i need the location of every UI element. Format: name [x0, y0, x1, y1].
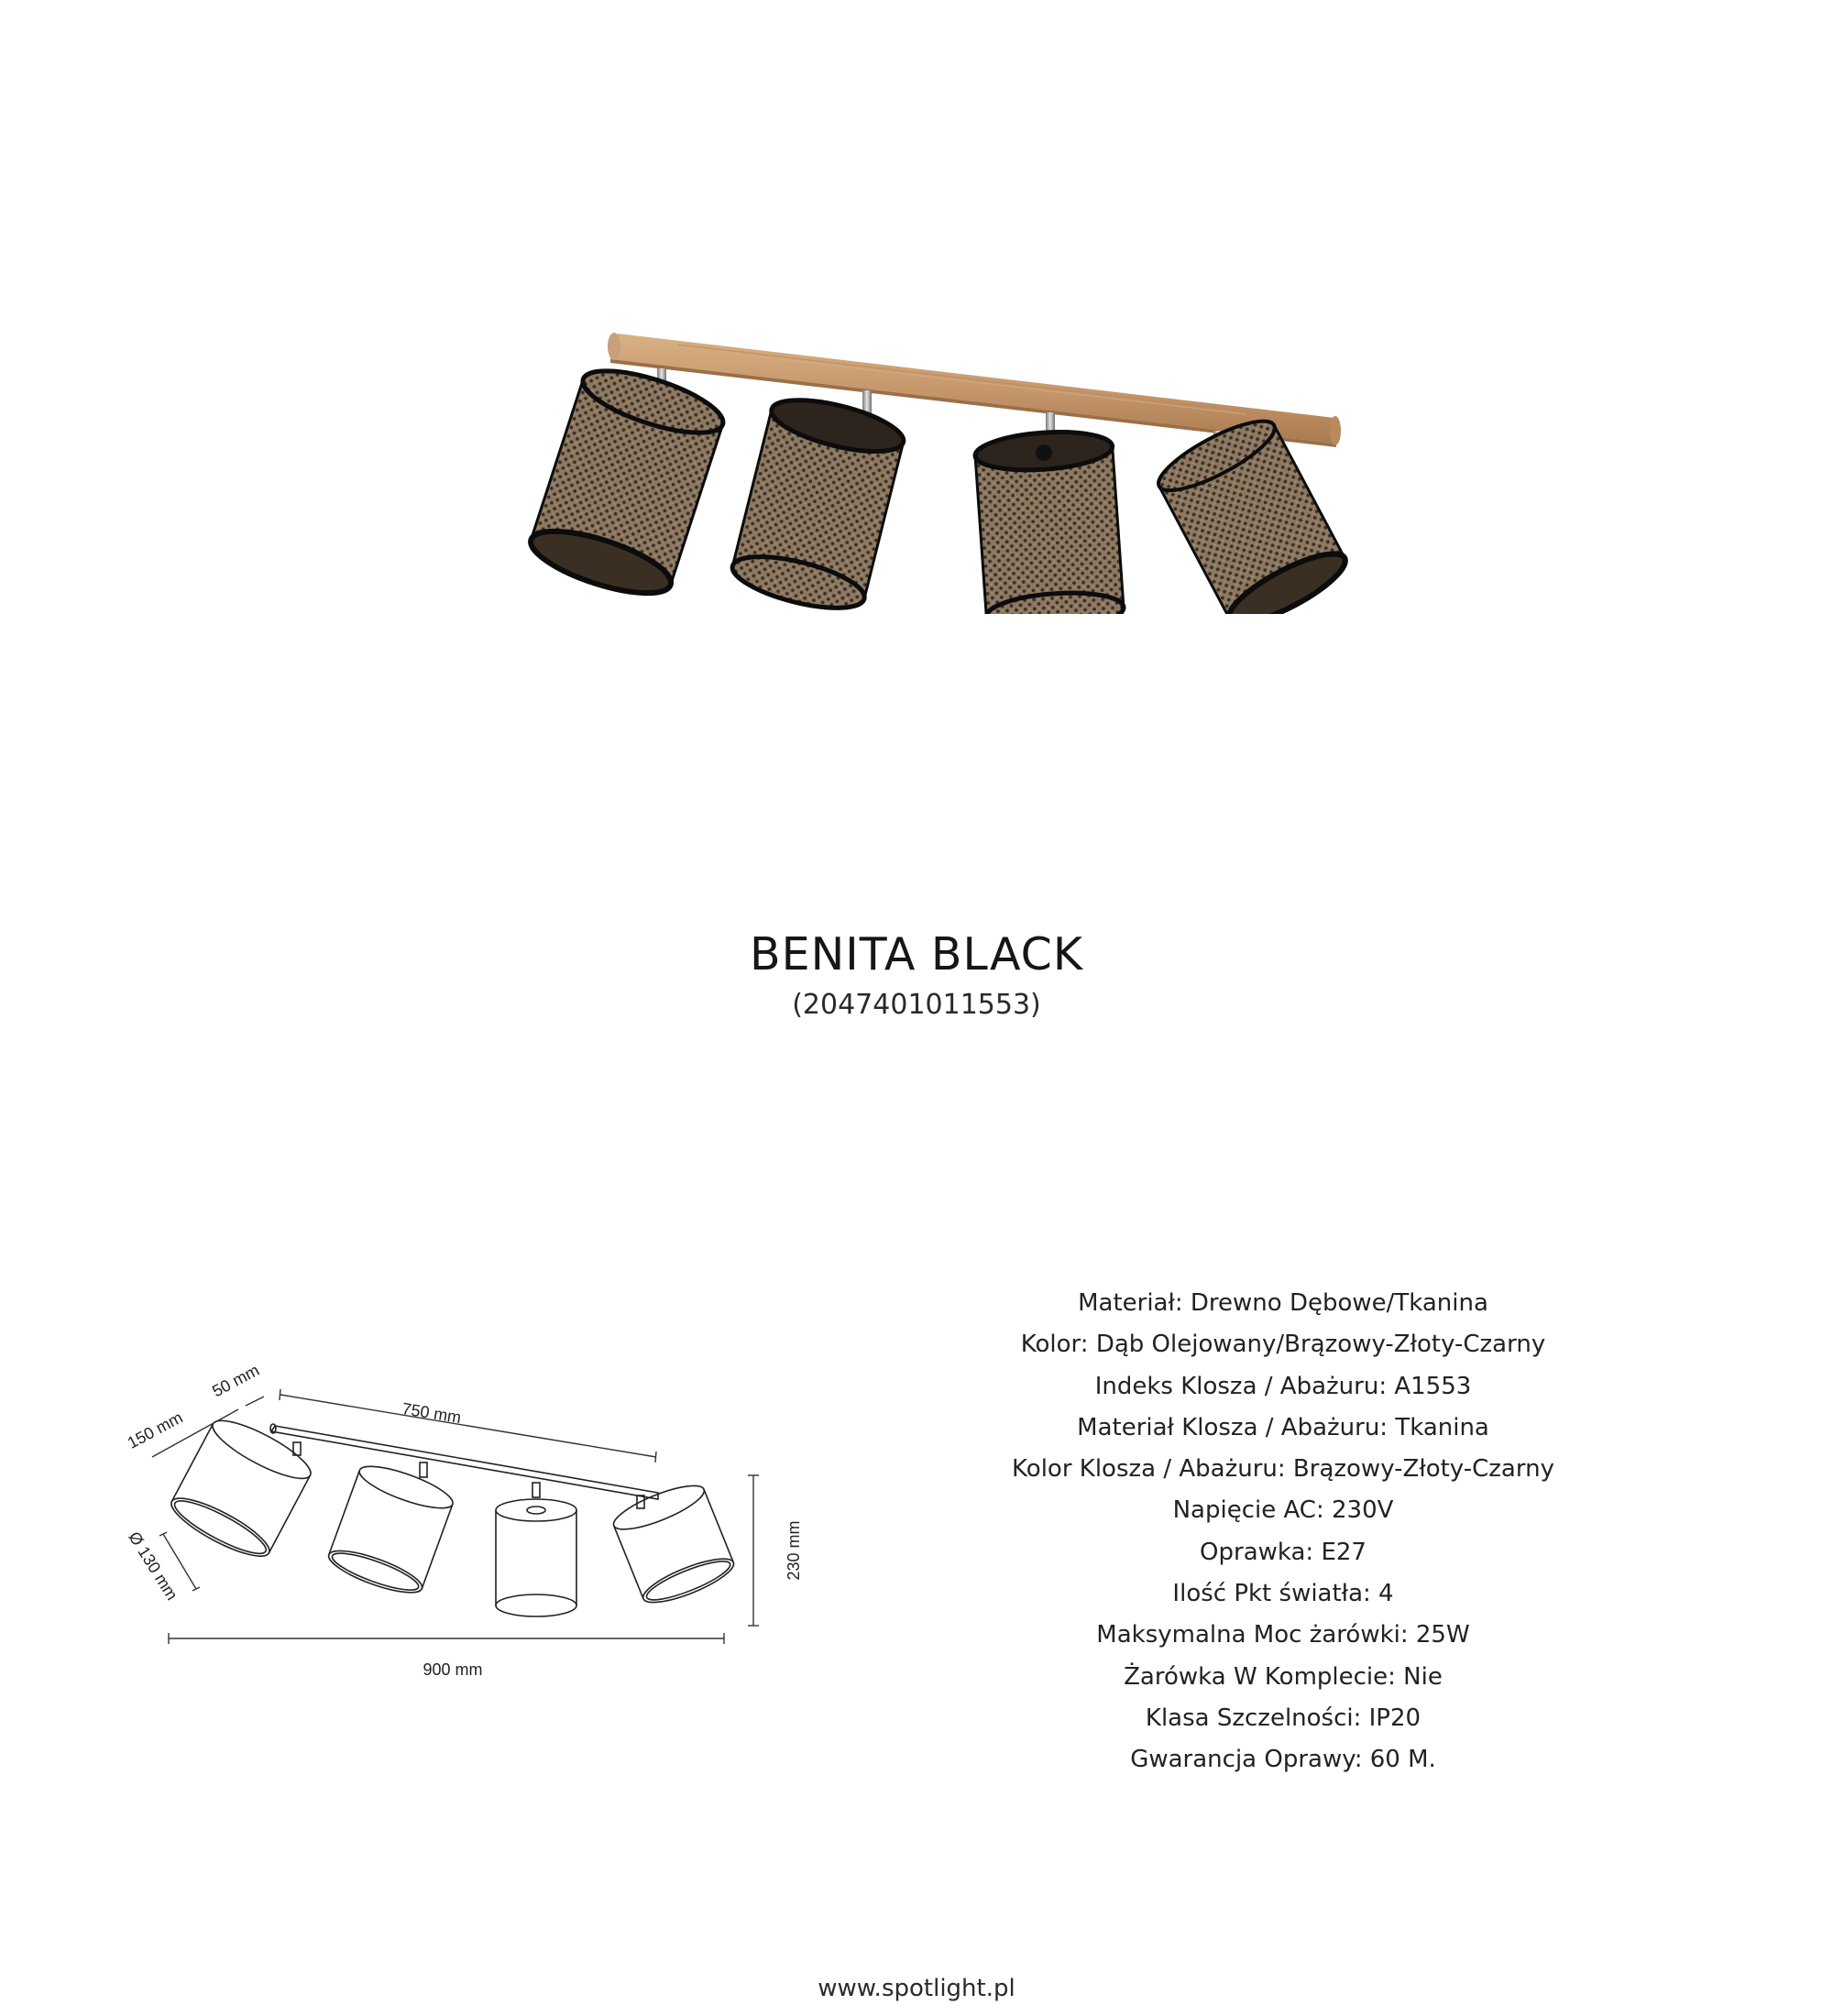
- product-title: BENITA BLACK: [750, 928, 1083, 981]
- product-photo: [495, 321, 1356, 614]
- spec-light-points: Ilość Pkt światła: 4: [1172, 1580, 1394, 1608]
- lamp-shade-2: [728, 389, 908, 614]
- lamp-shade-1: [524, 358, 730, 606]
- title-block: [0, 926, 1833, 1024]
- spec-shade-color: Kolor Klosza / Abażuru: Brązowy-Złoty-Czarny: [1012, 1455, 1554, 1484]
- spec-shade-index: Indeks Klosza / Abażuru: A1553: [1094, 1372, 1472, 1400]
- spec-socket: Oprawka: E27: [1200, 1538, 1367, 1566]
- spec-color: Kolor: Dąb Olejowany/Brązowy-Złoty-Czarny: [1020, 1331, 1546, 1359]
- technical-drawing: [101, 1329, 816, 1695]
- spec-list: [916, 1283, 1650, 1781]
- dim-label-50: 50 mm: [209, 1360, 263, 1401]
- dim-label-150: 150 mm: [124, 1408, 186, 1452]
- spec-ip-rating: Klasa Szczelności: IP20: [1145, 1704, 1421, 1732]
- spec-warranty: Gwarancja Oprawy: 60 M.: [1130, 1746, 1436, 1774]
- dim-label-230: 230 mm: [785, 1520, 803, 1581]
- product-code: (2047401011553): [792, 989, 1041, 1021]
- drawing-outline: [165, 1411, 739, 1616]
- dim-label-900: 900 mm: [423, 1660, 483, 1679]
- spec-max-power: Maksymalna Moc żarówki: 25W: [1096, 1621, 1470, 1649]
- lamp-shade-3: [974, 428, 1125, 614]
- spec-voltage: Napięcie AC: 230V: [1172, 1496, 1394, 1525]
- dimension-lines: [152, 1389, 759, 1644]
- dim-label-diameter: Ø 130 mm: [125, 1528, 181, 1604]
- footer-website-link[interactable]: www.spotlight.pl: [818, 1975, 1015, 2002]
- dim-label-750: 750 mm: [401, 1399, 463, 1428]
- spec-shade-material: Materiał Klosza / Abażuru: Tkanina: [1077, 1413, 1489, 1441]
- spec-bulb-included: Żarówka W Komplecie: Nie: [1124, 1662, 1443, 1691]
- spec-material: Materiał: Drewno Dębowe/Tkanina: [1078, 1289, 1488, 1317]
